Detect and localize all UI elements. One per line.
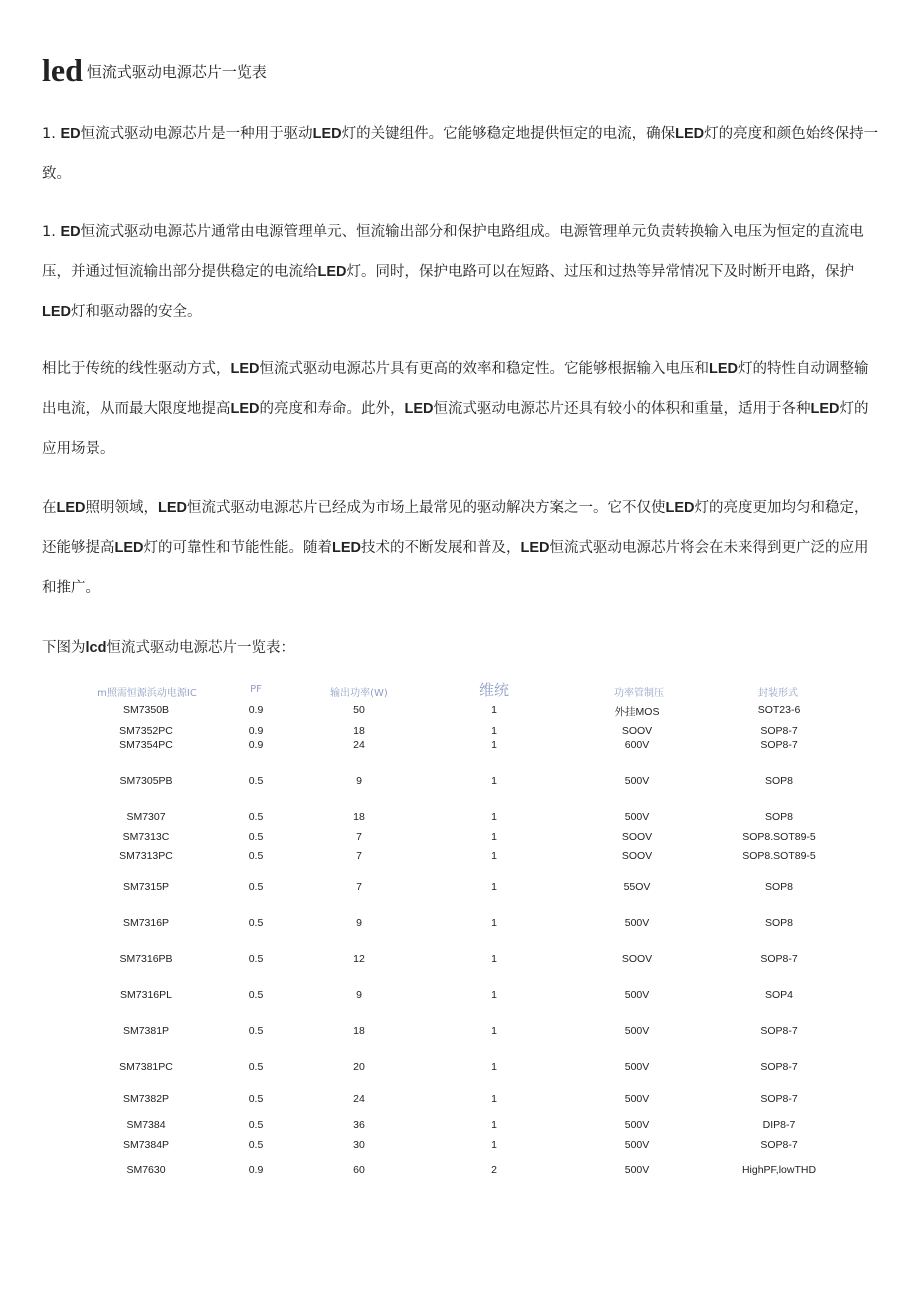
intro-before: 下图为 (42, 640, 86, 656)
led-term: LED (675, 126, 705, 142)
ic-cell: SM7384P (122, 1139, 170, 1151)
led-term: ED (60, 224, 81, 240)
channels-cell: 1 (491, 775, 497, 787)
paragraph-2 (42, 212, 882, 332)
package-cell: SOP8-7 (760, 1025, 798, 1037)
power-cell: 9 (356, 775, 362, 787)
package-cell: SOP8 (764, 811, 794, 823)
ic-cell: SM7316PL (120, 989, 172, 1001)
power-cell: 7 (356, 850, 362, 862)
paragraph-3 (42, 349, 882, 469)
ic-cell: SM7381PC (119, 1061, 173, 1073)
power-cell: 24 (353, 1093, 365, 1105)
voltage-cell: 500V (624, 1025, 650, 1037)
paragraph-prefix: 1. (42, 126, 61, 142)
paragraph-text: 恒流式驱动电源芯片是一种用于驱动 (80, 126, 313, 142)
led-term: LED (56, 500, 86, 516)
paragraph-text: 恒流式驱动电源芯片将会在未来得到更广泛的应用和推广。 (42, 540, 869, 596)
package-cell: SOP8-7 (760, 725, 798, 737)
package-cell: SOP8 (764, 917, 794, 929)
power-cell: 60 (353, 1164, 365, 1176)
led-term: LED (332, 540, 361, 556)
channels-cell: 1 (491, 1139, 497, 1151)
ic-cell: SM7313PC (119, 850, 173, 862)
header-voltage: 功率管制压 (614, 688, 664, 699)
led-term: LED (230, 401, 260, 417)
power-cell: 36 (353, 1119, 365, 1131)
pf-cell: 0.5 (248, 1139, 264, 1151)
pf-cell: 0.5 (248, 953, 264, 965)
paragraph-text: 恒流式驱动电源芯片具有更高的效率和稳定性。它能够根据输入电压和 (259, 361, 709, 377)
ic-cell: SM7305PB (119, 775, 173, 787)
paragraph-text: 相比于传统的线性驱动方式， (42, 361, 231, 377)
pf-cell: 0.5 (248, 1093, 264, 1105)
voltage-cell: SOOV (621, 725, 653, 737)
intro-led: lcd (85, 640, 107, 656)
channels-cell: 1 (491, 881, 497, 893)
voltage-cell: 500V (624, 1164, 650, 1176)
ic-cell: SM7382P (122, 1093, 170, 1105)
power-cell: 7 (356, 831, 362, 843)
page-title (42, 52, 267, 89)
power-cell: 18 (353, 811, 365, 823)
table-intro (42, 628, 882, 668)
pf-cell: 0.9 (248, 725, 264, 737)
power-cell: 9 (356, 989, 362, 1001)
paragraph-prefix: 1. (42, 224, 61, 240)
led-term: LED (42, 304, 71, 320)
package-cell: SOP8-7 (760, 1061, 798, 1073)
header-channels: 维统 (478, 681, 510, 699)
pf-cell: 0.5 (248, 775, 264, 787)
power-cell: 12 (353, 953, 365, 965)
header-pf: PF (250, 684, 262, 695)
paragraph-text: 照明领域， (85, 500, 158, 516)
voltage-cell: 500V (624, 811, 650, 823)
paragraph-text: 灯的特性自动调整输出电流，从而最大限度地提高 (42, 361, 869, 417)
paragraph-text: 灯的亮度更加均匀和稳定，还能够提高 (42, 500, 869, 556)
package-cell: SOP8-7 (760, 1093, 798, 1105)
channels-cell: 1 (491, 725, 497, 737)
pf-cell: 0.5 (248, 1061, 264, 1073)
voltage-cell: SOOV (621, 953, 653, 965)
pf-cell: 0.9 (248, 1164, 264, 1176)
paragraph-text: 的亮度和寿命。此外， (259, 401, 405, 417)
led-term: LED (312, 126, 342, 142)
led-term: LED (520, 540, 550, 556)
pf-cell: 0.5 (248, 850, 264, 862)
package-cell: SOP8-7 (760, 1139, 798, 1151)
channels-cell: 1 (491, 917, 497, 929)
paragraph-text: 恒流式驱动电源芯片还具有较小的体积和重量，适用于各种 (433, 401, 811, 417)
pf-cell: 0.5 (248, 881, 264, 893)
voltage-cell: 500V (624, 917, 650, 929)
paragraph-text: 恒流式驱动电源芯片通常由电源管理单元、恒流输出部分和保护电路组成。电源管理单元负责转换输入电压为恒定的直流电压，并通过恒流输出部分提供稳定的电流给 (42, 224, 864, 280)
ic-cell: SM7350B (122, 704, 170, 716)
channels-cell: 1 (491, 1093, 497, 1105)
channels-cell: 1 (491, 739, 497, 751)
led-term: LED (114, 540, 144, 556)
ic-cell: SM7316PB (119, 953, 173, 965)
pf-cell: 0.9 (248, 739, 264, 751)
pf-cell: 0.5 (248, 811, 264, 823)
package-cell: SOP4 (764, 989, 794, 1001)
pf-cell: 0.5 (248, 917, 264, 929)
voltage-cell: SOOV (621, 831, 653, 843)
led-term: LED (810, 401, 840, 417)
package-cell: SOP8 (764, 881, 794, 893)
ic-cell: SM7384 (126, 1119, 166, 1131)
power-cell: 24 (353, 739, 365, 751)
power-cell: 18 (353, 725, 365, 737)
paragraph-4 (42, 488, 882, 608)
package-cell: DIP8-7 (762, 1119, 796, 1131)
channels-cell: 2 (491, 1164, 497, 1176)
channels-cell: 1 (491, 1025, 497, 1037)
pf-cell: 0.5 (248, 831, 264, 843)
package-cell: HighPF,lowTHD (741, 1164, 817, 1176)
voltage-cell: 500V (624, 1119, 650, 1131)
led-term: LED (665, 500, 695, 516)
led-term: LED (709, 361, 738, 377)
paragraph-text: 灯的亮度和颜色始终保持一致。 (42, 126, 879, 182)
led-term: LED (317, 264, 347, 280)
header-power: 输出功率(W) (330, 688, 388, 699)
package-cell: SOP8.SOT89-5 (742, 831, 816, 843)
channels-cell: 1 (491, 1119, 497, 1131)
paragraph-text: 灯。同时，保护电路可以在短路、过压和过热等异常情况下及时断开电路，保护 (346, 264, 854, 280)
ic-cell: SM7352PC (119, 725, 173, 737)
paragraph-text: 技术的不断发展和普及， (361, 540, 521, 556)
led-term: ED (60, 126, 81, 142)
paragraph-text: 恒流式驱动电源芯片已经成为市场上最常见的驱动解决方案之一。它不仅使 (187, 500, 666, 516)
power-cell: 9 (356, 917, 362, 929)
paragraph-text: 灯和驱动器的安全。 (71, 304, 202, 320)
power-cell: 20 (353, 1061, 365, 1073)
title-main: led (42, 52, 83, 88)
pf-cell: 0.5 (248, 1119, 264, 1131)
pf-cell: 0.9 (248, 704, 264, 716)
header-package: 封装形式 (758, 688, 798, 699)
led-term: LED (230, 361, 260, 377)
voltage-cell: 外挂MOS (614, 706, 660, 718)
ic-cell: SM7354PC (119, 739, 173, 751)
led-term: LED (404, 401, 434, 417)
voltage-cell: 500V (624, 1093, 650, 1105)
power-cell: 30 (353, 1139, 365, 1151)
package-cell: SOT23-6 (757, 704, 801, 716)
paragraph-text: 灯的应用场景。 (42, 401, 869, 457)
power-cell: 7 (356, 881, 362, 893)
package-cell: SOP8-7 (760, 953, 798, 965)
ic-cell: SM7307 (126, 811, 166, 823)
ic-cell: SM7630 (126, 1164, 166, 1176)
package-cell: SOP8-7 (760, 739, 798, 751)
channels-cell: 1 (491, 1061, 497, 1073)
channels-cell: 1 (491, 953, 497, 965)
channels-cell: 1 (491, 811, 497, 823)
voltage-cell: 55OV (623, 881, 651, 893)
voltage-cell: 600V (624, 739, 650, 751)
power-cell: 50 (353, 704, 365, 716)
channels-cell: 1 (491, 850, 497, 862)
channels-cell: 1 (491, 831, 497, 843)
led-term: LED (158, 500, 187, 516)
channels-cell: 1 (491, 989, 497, 1001)
ic-cell: SM7381P (122, 1025, 170, 1037)
pf-cell: 0.5 (248, 989, 264, 1001)
voltage-cell: 500V (624, 1139, 650, 1151)
title-sub: 恒流式驱动电源芯片一览表 (86, 63, 267, 81)
intro-after: 恒流式驱动电源芯片一览表： (106, 640, 295, 656)
ic-cell: SM7313C (122, 831, 170, 843)
voltage-cell: SOOV (621, 850, 653, 862)
power-cell: 18 (353, 1025, 365, 1037)
ic-cell: SM7316P (122, 917, 170, 929)
package-cell: SOP8 (764, 775, 794, 787)
paragraph-text: 灯的关键组件。它能够稳定地提供恒定的电流，确保 (341, 126, 676, 142)
header-ic: m照需恒源浜动电源IC (97, 688, 197, 699)
channels-cell: 1 (491, 704, 497, 716)
pf-cell: 0.5 (248, 1025, 264, 1037)
paragraph-text: 在 (42, 500, 57, 516)
ic-cell: SM7315P (122, 881, 170, 893)
package-cell: SOP8.SOT89-5 (742, 850, 816, 862)
voltage-cell: 500V (624, 989, 650, 1001)
voltage-cell: 500V (624, 1061, 650, 1073)
voltage-cell: 500V (624, 775, 650, 787)
paragraph-text: 灯的可靠性和节能性能。随着 (143, 540, 332, 556)
paragraph-1 (42, 114, 882, 194)
